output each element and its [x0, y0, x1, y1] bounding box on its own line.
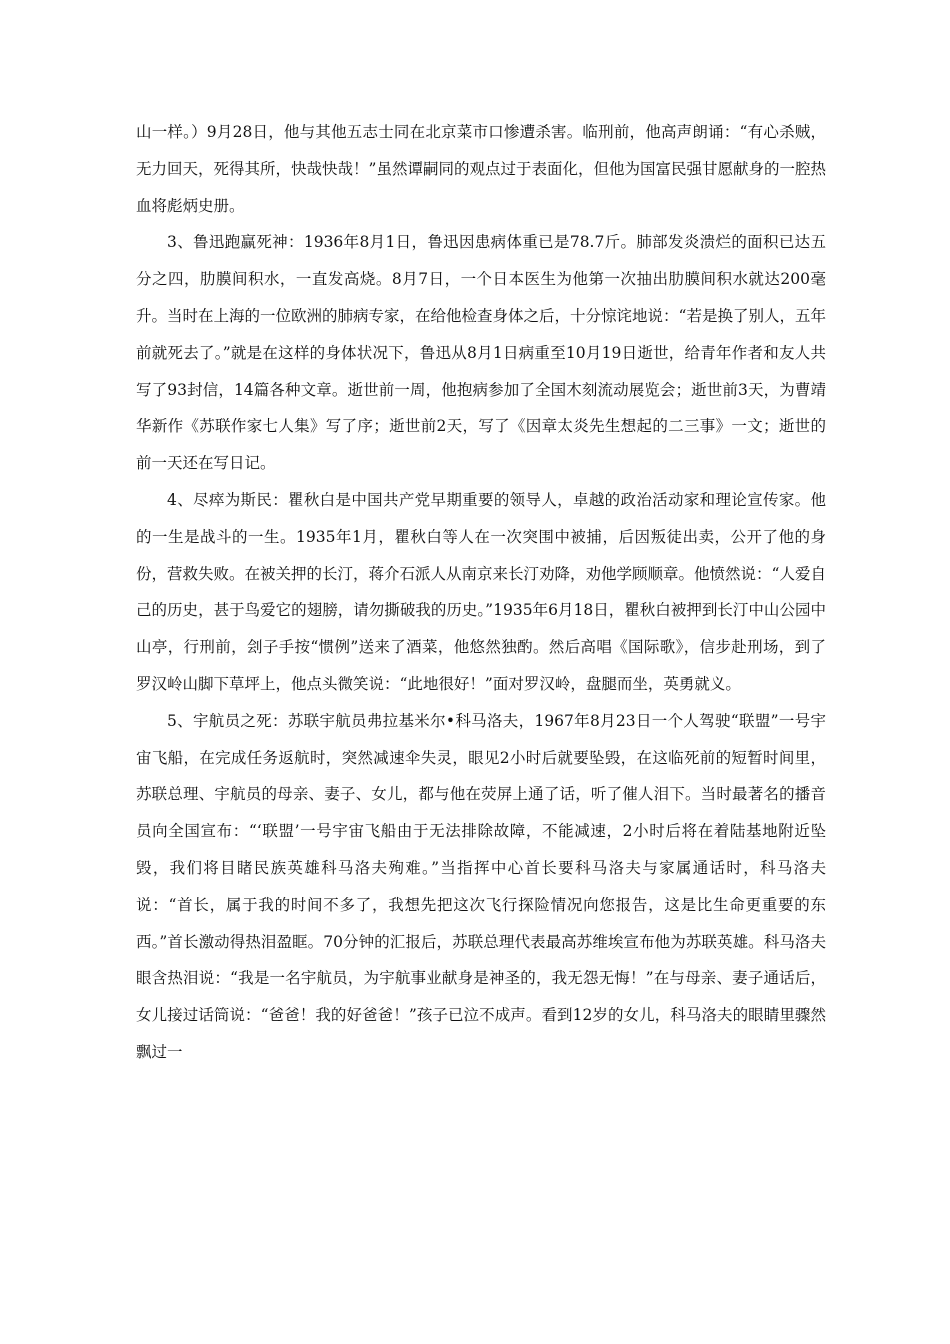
paragraph-tan-sitong-continued: 山一样。）9月28日，他与其他五志士同在北京菜市口惨遭杀害。临刑前，他高声朗诵：“有心杀贼，无力回天，死得其所，快哉快哉！”虽然谭嗣同的观点过于表面化，但他为国富民强甘愿献身的一腔热血将彪炳史册。 [136, 123, 826, 215]
paragraph-qu-qiubai: 4、尽瘁为斯民：瞿秋白是中国共产党早期重要的领导人，卓越的政治活动家和理论宣传家。他的一生是战斗的一生。1935年1月，瞿秋白等人在一次突围中被捕，后因叛徒出卖，公开了他的身份，营救失败。在被关押的长汀，蒋介石派人从南京来长汀劝降，劝他学顾顺章。他愤然说：“人爱自己的历史，甚于鸟爱它的翅膀，请勿撕破我的历史。”1935年6月18日，瞿秋白被押到长汀中山公园中山亭，行刑前，刽子手按“惯例”送来了酒菜，他悠然独酌。然后高唱《国际歌》，信步赴刑场，到了罗汉岭山脚下草坪上，他点头微笑说：“此地很好！”面对罗汉岭，盘腿而坐，英勇就义。 [136, 490, 826, 693]
paragraph-luxun: 3、鲁迅跑赢死神：1936年8月1日，鲁迅因患病体重已是78.7斤。肺部发炎溃烂的面积已达五分之四，肋膜间积水，一直发高烧。8月7日，一个日本医生为他第一次抽出肋膜间积水就达200毫升。当时在上海的一位欧洲的肺病专家，在给他检查身体之后，十分惊诧地说：“若是换了别人，五年前就死去了。”就是在这样的身体状况下，鲁迅从8月1日病重至10月19日逝世，给青年作者和友人共写了93封信，14篇各种文章。逝世前一周，他抱病参加了全国木刻流动展览会；逝世前3天，为曹靖华新作《苏联作家七人集》写了序；逝世前2天，写了《因章太炎先生想起的二三事》一文；逝世的前一天还在写日记。 [136, 233, 826, 473]
document-body [136, 114, 826, 1071]
paragraph-komarov: 5、宇航员之死：苏联宇航员弗拉基米尔•科马洛夫，1967年8月23日一个人驾驶“联盟”一号宇宙飞船，在完成任务返航时，突然减速伞失灵，眼见2小时后就要坠毁，在这临死前的短暂时间里，苏联总理、宇航员的母亲、妻子、女儿，都与他在荧屏上通了话，听了催人泪下。当时最著名的播音员向全国宣布：“‘联盟’一号宇宙飞船由于无法排除故障，不能减速，2小时后将在着陆基地附近坠毁，我们将目睹民族英雄科马洛夫殉难。”当指挥中心首长要科马洛夫与家属通话时，科马洛夫说：“首长，属于我的时间不多了，我想先把这次飞行探险情况向您报告，这是比生命更重要的东西。”首长激动得热泪盈眶。70分钟的汇报后，苏联总理代表最高苏维埃宣布他为苏联英雄。科马洛夫眼含热泪说：“我是一名宇航员，为宇航事业献身是神圣的，我无怨无悔！”在与母亲、妻子通话后，女儿接过话筒说：“爸爸！我的好爸爸！”孩子已泣不成声。看到12岁的女儿，科马洛夫的眼睛里骤然飘过一 [136, 711, 826, 1061]
